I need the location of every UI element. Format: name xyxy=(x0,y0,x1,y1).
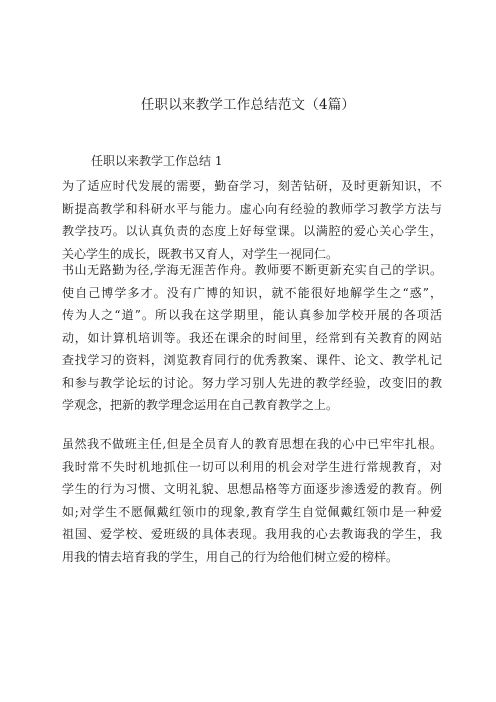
paragraph-line: 和参与教学论坛的讨论。努力学习别人先进的教学经验，改变旧的教 xyxy=(62,375,442,390)
paragraph-line: 传为人之“道”。所以我在这学期里，能认真参加学校开展的各项活 xyxy=(62,308,442,322)
section-heading: 任职以来教学工作总结 1 xyxy=(91,154,223,168)
paragraph-line: 动，如计算机培训等。我还在课余的时间里，经常到有关教育的网站 xyxy=(62,330,442,345)
paragraph-line: 关心学生的成长，既教书又育人，对学生一视同仁。 xyxy=(62,246,339,261)
paragraph-line: 我时常不失时机地抓住一切可以利用的机会对学生进行常规教育，对 xyxy=(62,459,442,474)
paragraph-1 xyxy=(62,175,442,265)
paragraph-2 xyxy=(62,259,442,417)
paragraph-line: 学生的行为习惯、文明礼貌、思想品格等方面逐步渗透爱的教育。例 xyxy=(62,482,442,496)
paragraph-line: 教学技巧。以认真负责的态度上好每堂课。以满腔的爱心关心学生， xyxy=(62,224,442,238)
paragraph-line: 使自己博学多才。没有广博的知识，就不能很好地解学生之“惑”， xyxy=(62,285,442,300)
paragraph-line: 学观念，把新的教学理念运用在自己教育教学之上。 xyxy=(62,398,339,412)
paragraph-3 xyxy=(62,433,442,568)
paragraph-line: 祖国、爱学校、爱班级的具体表现。我用我的心去教诲我的学生，我 xyxy=(62,527,442,541)
paragraph-line: 为了适应时代发展的需要，勤奋学习，刻苦钻研，及时更新知识，不 xyxy=(62,179,442,193)
paragraph-line: 书山无路勤为径,学海无涯苦作舟。教师要不断更新充实自己的学识。 xyxy=(62,263,442,277)
paragraph-line: 如;对学生不愿佩戴红领巾的现象,教育学生自觉佩戴红领巾是一种爱 xyxy=(62,504,442,519)
paragraph-line: 用我的情去培育我的学生，用自己的行为给他们树立爱的榜样。 xyxy=(62,549,399,564)
paragraph-line: 断提高教学和科研水平与能力。虚心向有经验的教师学习教学方法与 xyxy=(62,201,442,216)
paragraph-line: 虽然我不做班主任,但是全员育人的教育思想在我的心中已牢牢扎根。 xyxy=(62,437,442,451)
paragraph-line: 查找学习的资料，浏览教育同行的优秀教案、课件、论文、教学札记 xyxy=(62,353,442,367)
document-title: 任职以来教学工作总结范文（4篇） xyxy=(140,97,356,113)
